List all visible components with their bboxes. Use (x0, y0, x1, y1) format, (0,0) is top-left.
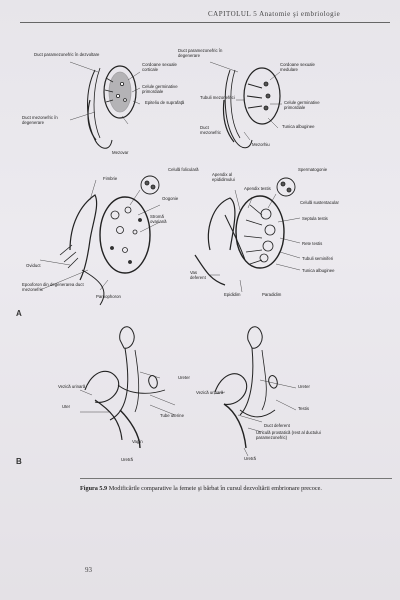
label-ureter-f: Ureter (178, 375, 190, 380)
label-oogonie: Oogonie (162, 196, 179, 201)
label-paradidim: Paradidim (262, 292, 282, 297)
caption-text: Modificările comparative la femeie şi bărbat în cursul dezvoltării embrionare precoce. (108, 485, 322, 492)
label-vagin: Vagin (132, 439, 143, 444)
label-vezica-urinara-f: Vezică urinară (58, 384, 86, 389)
label-rete-testis: Rete testis (302, 241, 323, 246)
label-epooforon: Epooforon din degenerarea duct mezonefric (22, 282, 84, 292)
label-testis: Testis (298, 406, 309, 411)
label-utricula-prostatica: Utriculă prostatică (rest al ductului paramezonefric) (256, 430, 321, 440)
header-rule (20, 22, 390, 23)
label-stroma-ovariana: Stromă ovariană (150, 214, 167, 224)
page-number: 93 (85, 566, 92, 574)
label-uretra-m: Uretră (244, 456, 256, 461)
label-tunica-albuginee-1: Tunica albuginee (282, 124, 315, 129)
label-oviduct: Oviduct (26, 263, 41, 268)
label-mezorhiu: Mezorhiu (252, 142, 270, 147)
label-mezovar: Mezovar (112, 150, 129, 155)
label-septula-testis: Septula testis (302, 216, 328, 221)
label-tubuli-seminiferi: Tubuli seminiferi (302, 256, 334, 261)
label-duct-mezonefric-degenerare: Duct mezonefric în degenerare (22, 115, 58, 125)
label-tunica-albuginee-2: Tunica albuginee (302, 268, 335, 273)
label-vas-deferent: Vas deferent (190, 270, 206, 280)
female-urogenital-drawing (80, 327, 175, 448)
label-vezica-urinara-m: Vezică urinară (196, 390, 224, 395)
label-celula-sustentacular: Celulă sustentacular (300, 200, 339, 205)
label-cordoane-medulare: Cordoane sexuale medulare (280, 62, 315, 72)
label-ureter-m: Ureter (298, 384, 310, 389)
panel-letter-a: A (16, 309, 22, 318)
figure-illustration (0, 25, 400, 475)
figure-caption (80, 484, 380, 493)
label-tubuli-mezonefrici: Tubuli mezonefrici (200, 95, 235, 100)
running-header: CAPITOLUL 5 Anatomie şi embriologie (208, 10, 341, 18)
caption-figure-number: Figura 5.9 (80, 485, 108, 492)
label-duct-paramezonefric-dezvoltare: Duct paramezonefric în dezvoltare (34, 52, 100, 57)
label-tube-uterine: Tube uterine (160, 413, 184, 418)
label-cordoane-corticale: Cordoane sexuale corticale (142, 62, 177, 72)
label-paroophoron: Paroophoron (96, 294, 121, 299)
label-apendix-epididim: Apendix al epididimului (212, 172, 235, 182)
label-uretra-f: Uretră (121, 457, 133, 462)
label-epididim: Epididim (224, 292, 241, 297)
female-gonad-early-drawing (70, 62, 140, 148)
label-epiteliu-suprafata: Epiteliu de suprafaţă (145, 100, 185, 105)
label-celule-germinative-m: Celule germinative primordiale (284, 100, 320, 110)
label-duct-deferent: Duct deferent (264, 423, 290, 428)
label-spermatogonie: Spermatogonie (298, 167, 328, 172)
label-celula-foliculara: Celulă foliculară (168, 167, 199, 172)
label-uter: Uter (62, 404, 71, 409)
panel-letter-b: B (16, 457, 22, 466)
label-celule-germinative-f: Celule germinative primordiale (142, 84, 178, 94)
label-fimbrie: Fimbrie (103, 176, 118, 181)
label-apendix-testis: Apendix testis (244, 186, 271, 191)
label-duct-paramezonefric-degenerare: Duct paramezonefric în degenerare (178, 48, 223, 58)
label-duct-mezonefric: Duct mezonefric (200, 125, 222, 135)
caption-rule (80, 478, 392, 479)
